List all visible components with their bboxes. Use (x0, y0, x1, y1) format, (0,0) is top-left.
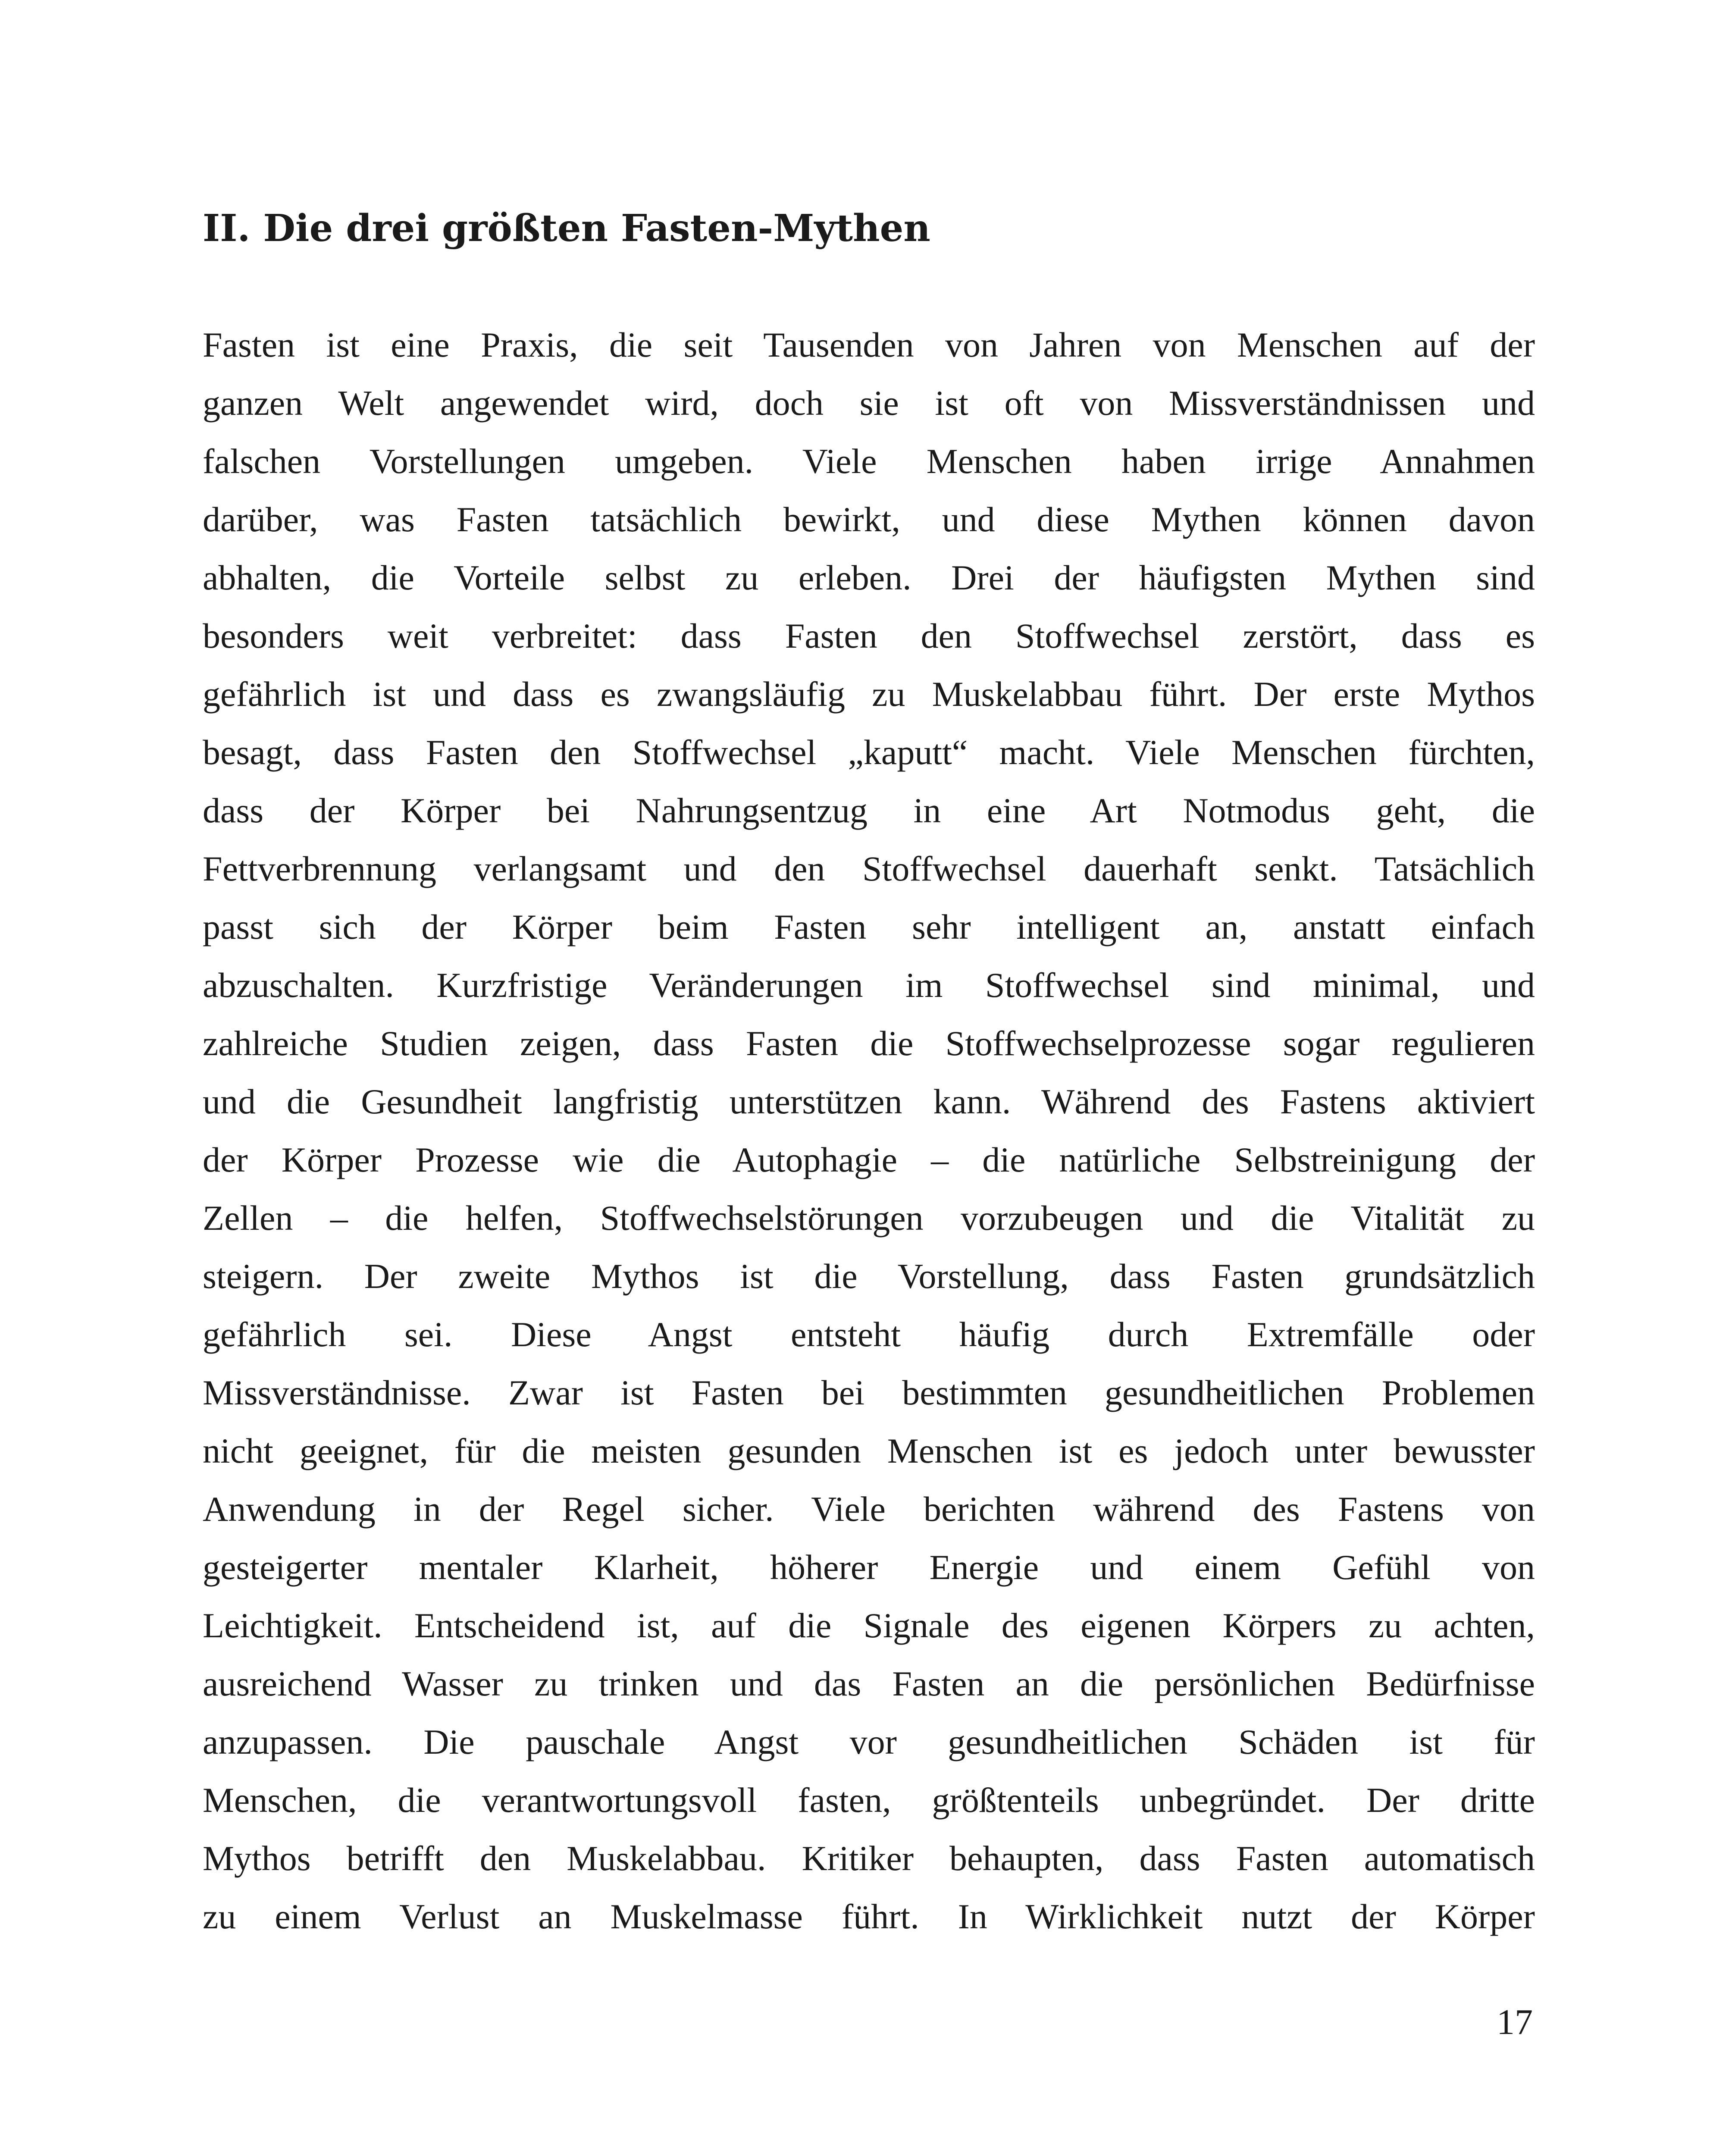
text-line: abhalten, die Vorteile selbst zu erleben. Drei der häufigsten Mythen sind (203, 558, 1535, 597)
text-line: darüber, was Fasten tatsächlich bewirkt, und diese Mythen können davon (203, 500, 1535, 539)
text-line: zu einem Verlust an Muskelmasse führt. In Wirklichkeit nutzt der Körper (203, 1897, 1535, 1936)
text-line: ganzen Welt angewendet wird, doch sie ist oft von Missverständnissen und (203, 383, 1535, 423)
text-line: Missverständnisse. Zwar ist Fasten bei bestimmten gesundheitlichen Problemen (203, 1373, 1535, 1412)
text-line: Anwendung in der Regel sicher. Viele berichten während des Fastens von (203, 1489, 1535, 1529)
text-line: abzuschalten. Kurzfristige Veränderungen im Stoffwechsel sind minimal, und (203, 965, 1535, 1005)
text-line: gesteigerter mentaler Klarheit, höherer Energie und einem Gefühl von (203, 1548, 1535, 1587)
text-line: dass der Körper bei Nahrungsentzug in eine Art Notmodus geht, die (203, 791, 1535, 830)
text-line: zahlreiche Studien zeigen, dass Fasten die Stoffwechselprozesse sogar regulieren (203, 1024, 1535, 1063)
text-line: gefährlich sei. Diese Angst entsteht häufig durch Extremfälle oder (203, 1315, 1535, 1354)
text-line: und die Gesundheit langfristig unterstützen kann. Während des Fastens aktiviert (203, 1082, 1535, 1121)
page-number: 17 (1497, 2002, 1533, 2042)
text-line: nicht geeignet, für die meisten gesunden Menschen ist es jedoch unter bewusster (203, 1431, 1535, 1470)
text-line: Leichtigkeit. Entscheidend ist, auf die Signale des eigenen Körpers zu achten, (203, 1606, 1535, 1645)
body-text (203, 316, 1535, 1946)
text-line: ausreichend Wasser zu trinken und das Fasten an die persönlichen Bedürfnisse (203, 1664, 1535, 1703)
text-line: steigern. Der zweite Mythos ist die Vorstellung, dass Fasten grundsätzlich (203, 1257, 1535, 1296)
text-line: Fettverbrennung verlangsamt und den Stoffwechsel dauerhaft senkt. Tatsächlich (203, 849, 1535, 888)
text-line: Mythos betrifft den Muskelabbau. Kritiker behaupten, dass Fasten automatisch (203, 1839, 1535, 1878)
text-line: passt sich der Körper beim Fasten sehr intelligent an, anstatt einfach (203, 907, 1535, 946)
text-line: Menschen, die verantwortungsvoll fasten, größtenteils unbegründet. Der dritte (203, 1780, 1535, 1820)
text-line: der Körper Prozesse wie die Autophagie – die natürliche Selbstreinigung der (203, 1140, 1535, 1179)
text-line: anzupassen. Die pauschale Angst vor gesundheitlichen Schäden ist für (203, 1722, 1535, 1761)
text-line: besonders weit verbreitet: dass Fasten den Stoffwechsel zerstört, dass es (203, 616, 1535, 655)
text-line: Fasten ist eine Praxis, die seit Tausenden von Jahren von Menschen auf der (203, 325, 1535, 364)
text-line: falschen Vorstellungen umgeben. Viele Menschen haben irrige Annahmen (203, 442, 1535, 481)
text-line: besagt, dass Fasten den Stoffwechsel „kaputt“ macht. Viele Menschen fürchten, (203, 733, 1535, 772)
text-line: Zellen – die helfen, Stoffwechselstörungen vorzubeugen und die Vitalität zu (203, 1198, 1535, 1238)
text-line: gefährlich ist und dass es zwangsläufig zu Muskelabbau führt. Der erste Mythos (203, 674, 1535, 714)
chapter-heading: II. Die drei größten Fasten-Mythen (203, 207, 930, 250)
